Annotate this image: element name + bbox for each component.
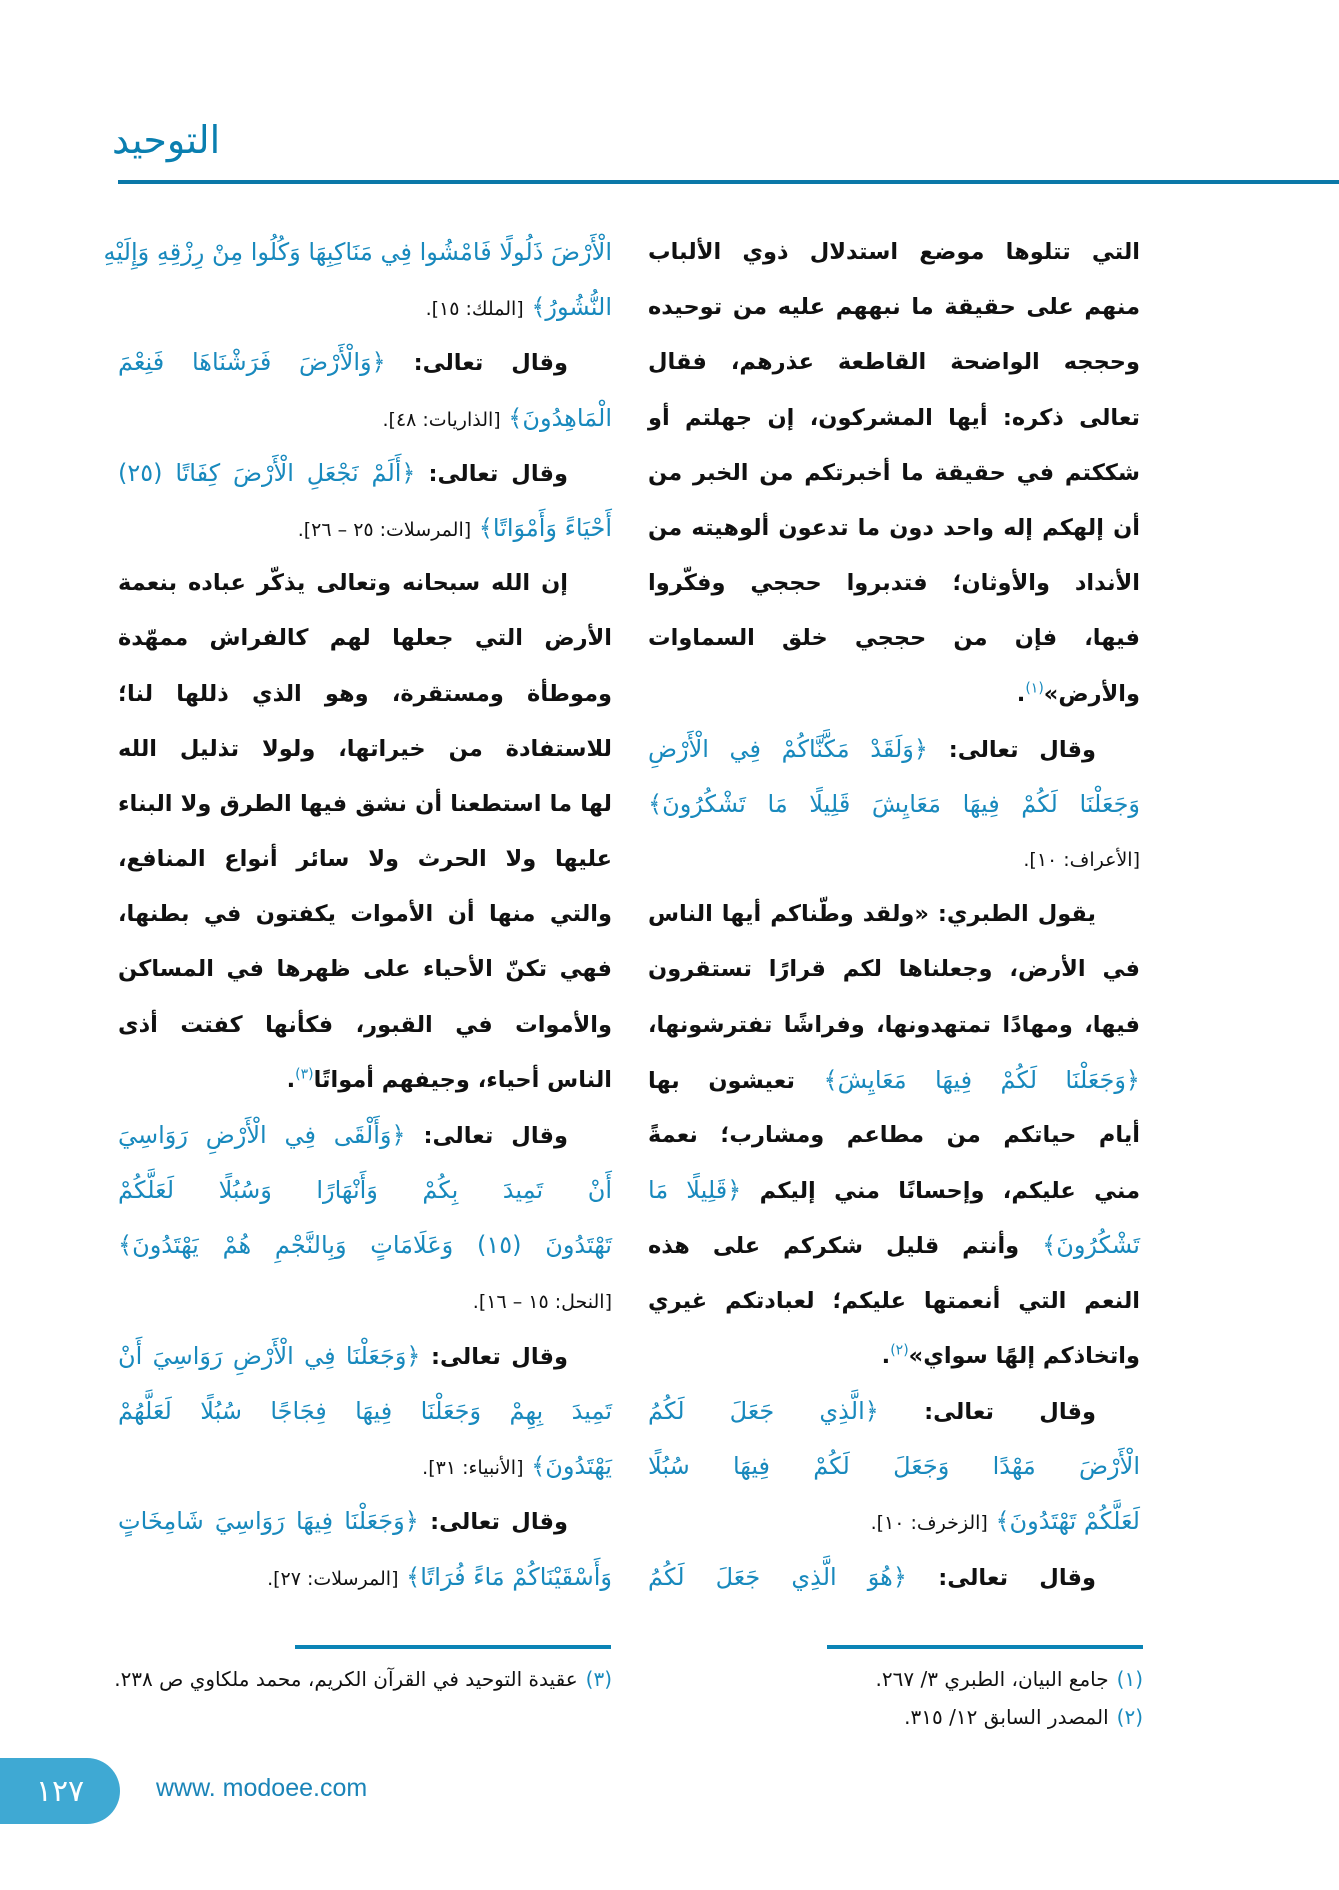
- text-line: [648, 1439, 1140, 1494]
- footnote-rule-left: [295, 1645, 611, 1649]
- footnote-1: [760, 1660, 1143, 1698]
- quran-verse: ﴿وَجَعَلْنَا فِيهَا رَوَاسِيَ شَامِخَاتٍ: [118, 1507, 419, 1536]
- body-text: .: [286, 1066, 296, 1093]
- footnote-text: المصدر السابق ١٢/ ٣١٥.: [904, 1705, 1109, 1729]
- body-text: لها ما استطعنا أن نشق فيها الطرق ولا البناء: [118, 790, 612, 817]
- quran-verse: الْأَرْضَ مَهْدًا وَجَعَلَ لَكُمْ فِيهَا سُبُلًا: [648, 1452, 1140, 1481]
- text-line: [103, 225, 612, 280]
- page-number-badge: [0, 1758, 120, 1824]
- body-text: تعالى ذكره: أيها المشركون، إن جهلتم أو: [648, 404, 1140, 431]
- text-line: [648, 611, 1140, 666]
- body-text: والأموات في القبور، فكأنها كفتت أذى: [118, 1011, 612, 1038]
- text-line: [648, 1108, 1140, 1163]
- quran-verse: تَشْكُرُونَ﴾: [1042, 1231, 1140, 1260]
- quran-verse: الْأَرْضَ ذَلُولًا فَامْشُوا فِي مَنَاكِبِهَا وَكُلُوا مِنْ رِزْقِهِ وَإِلَيْهِ: [103, 238, 612, 266]
- footnote-3: [112, 1660, 612, 1698]
- text-line: [118, 1274, 612, 1329]
- body-text: والتي منها أن الأموات يكفتون في بطنها،: [118, 901, 612, 928]
- quran-verse: ﴿هُوَ الَّذِي جَعَلَ لَكُمُ: [648, 1562, 907, 1591]
- body-text: الناس أحياء، وجيفهم أمواتًا: [313, 1066, 612, 1093]
- body-text: فهي تكنّ الأحياء على ظهرها في المساكن: [118, 956, 612, 983]
- text-line: [118, 391, 612, 446]
- body-text: أن إلهكم إله واحد دون ما تدعون ألوهيته من: [648, 514, 1140, 541]
- body-text: وقال تعالى:: [927, 736, 1096, 763]
- body-text: النعم التي أنعمتها عليكم؛ لعبادتكم غيري: [648, 1287, 1140, 1314]
- text-line: [118, 1384, 612, 1439]
- text-line: [118, 998, 612, 1053]
- body-text: يقول الطبري: «ولقد وطّناكم أيها الناس: [648, 901, 1096, 928]
- quran-verse: ﴿قَلِيلًا مَا: [648, 1176, 742, 1205]
- text-line: [648, 280, 1140, 335]
- footnote-2: [760, 1698, 1143, 1736]
- verse-reference: [الملك: ١٥].: [425, 298, 524, 321]
- body-text: إن الله سبحانه وتعالى يذكّر عباده بنعمة: [118, 570, 568, 597]
- text-line: [118, 887, 612, 942]
- footnote-text: عقيدة التوحيد في القرآن الكريم، محمد ملكاوي ص ٢٣٨.: [114, 1667, 578, 1691]
- footnote-rule-right: [827, 1645, 1143, 1649]
- text-line: [118, 777, 612, 832]
- verse-reference: [الذاريات: ٤٨].: [382, 408, 501, 431]
- text-line: [118, 832, 612, 887]
- body-text: وقال تعالى:: [878, 1398, 1096, 1425]
- text-line: [648, 1163, 1140, 1218]
- text-line: [118, 722, 612, 777]
- quran-verse: تَهْتَدُونَ (١٥) وَعَلَامَاتٍ وَبِالنَّجْمِ هُمْ يَهْتَدُونَ﴾: [118, 1231, 612, 1260]
- quran-verse: ﴿أَلَمْ نَجْعَلِ الْأَرْضَ كِفَاتًا (٢٥): [118, 458, 416, 487]
- text-line: [118, 1163, 612, 1218]
- text-line: [648, 942, 1140, 997]
- quran-verse: أَنْ تَمِيدَ بِكُمْ وَأَنْهَارًا وَسُبُلًا لَعَلَّكُمْ: [118, 1176, 612, 1205]
- text-line: [118, 611, 612, 666]
- body-text: الأرض التي جعلها لهم كالفراش ممهّدة: [118, 625, 612, 652]
- quran-verse: الْمَاهِدُونَ﴾: [500, 403, 612, 432]
- right-column: [648, 225, 1140, 1605]
- quran-verse: وَجَعَلْنَا لَكُمْ فِيهَا مَعَايِشَ قَلِيلًا مَا تَشْكُرُونَ﴾: [648, 789, 1140, 818]
- text-line: [118, 501, 612, 556]
- footnote-marker: (١): [1025, 680, 1044, 696]
- body-text: وحججه الواضحة القاطعة عذرهم، فقال: [648, 349, 1140, 376]
- text-line: [118, 667, 612, 722]
- quran-verse: ﴿وَالْأَرْضَ فَرَشْنَاهَا فَنِعْمَ: [118, 348, 386, 377]
- text-line: [118, 1329, 612, 1384]
- text-line: [118, 1439, 612, 1494]
- body-text: في الأرض، وجعلناها لكم قرارًا تستقرون: [648, 956, 1140, 983]
- quran-verse: النُّشُورُ﴾: [523, 293, 612, 322]
- text-line: [118, 556, 612, 611]
- footnote-number: (٣): [585, 1667, 612, 1691]
- body-text: واتخاذكم إلهًا سواي»: [908, 1342, 1140, 1369]
- text-line: [648, 225, 1140, 280]
- body-text: وقال تعالى:: [420, 1343, 568, 1370]
- body-text: فيها، ومهادًا تمتهدونها، وفراشًا تفترشونها،: [648, 1011, 1140, 1038]
- text-line: [118, 446, 612, 501]
- quran-verse: ﴿وَأَلْقَى فِي الْأَرْضِ رَوَاسِيَ: [118, 1121, 406, 1149]
- verse-reference: [المرسلات: ٢٧].: [267, 1567, 399, 1590]
- text-line: [648, 832, 1140, 887]
- text-line: [648, 1053, 1140, 1108]
- quran-verse: ﴿وَلَقَدْ مَكَّنَّاكُمْ فِي الْأَرْضِ: [648, 734, 928, 763]
- body-text: وقال تعالى:: [385, 350, 568, 377]
- text-line: [648, 335, 1140, 390]
- body-text: .: [1016, 680, 1026, 707]
- body-text: وقال تعالى:: [418, 1509, 568, 1536]
- text-line: [648, 1550, 1140, 1605]
- text-line: [648, 1384, 1140, 1439]
- verse-reference: [الأنبياء: ٣١].: [422, 1457, 524, 1480]
- quran-verse: تَمِيدَ بِهِمْ وَجَعَلْنَا فِيهَا فِجَاجًا سُبُلًا لَعَلَّهُمْ: [118, 1396, 612, 1425]
- body-text: وموطأة ومستقرة، وهو الذي ذللها لنا؛: [118, 680, 612, 707]
- quran-verse: يَهْتَدُونَ﴾: [523, 1452, 612, 1481]
- body-text: فيها، فإن من حججي خلق السماوات: [648, 625, 1140, 652]
- quran-verse: ﴿وَجَعَلْنَا لَكُمْ فِيهَا مَعَايِشَ﴾: [823, 1065, 1140, 1094]
- text-line: [118, 942, 612, 997]
- body-text: وقال تعالى:: [405, 1123, 569, 1149]
- body-text: والأرض»: [1043, 680, 1140, 707]
- text-line: [648, 667, 1140, 722]
- verse-reference: [الزخرف: ١٠].: [870, 1512, 988, 1535]
- body-text: التي تتلوها موضع استدلال ذوي الألباب: [648, 239, 1140, 265]
- text-line: [118, 1550, 612, 1605]
- footnote-marker: (٣): [295, 1066, 314, 1083]
- left-column: [103, 225, 612, 1605]
- quran-verse: ﴿وَجَعَلْنَا فِي الْأَرْضِ رَوَاسِيَ أَنْ: [118, 1341, 421, 1370]
- text-line: [118, 1218, 612, 1273]
- quran-verse: وَأَسْقَيْنَاكُمْ مَاءً فُرَاتًا﴾: [398, 1562, 612, 1591]
- body-text: مني عليكم، وإحسانًا مني إليكم: [741, 1178, 1140, 1205]
- footnote-number: (١): [1116, 1667, 1143, 1691]
- text-line: [648, 391, 1140, 446]
- text-line: [648, 1329, 1140, 1384]
- text-line: [648, 446, 1140, 501]
- text-line: [118, 1108, 612, 1163]
- verse-reference: [النحل: ١٥ – ١٦].: [472, 1290, 612, 1313]
- body-text: أيام حياتكم من مطاعم ومشارب؛ نعمةً: [648, 1122, 1140, 1148]
- body-text: شككتم في حقيقة ما أخبرتكم من الخبر من: [648, 459, 1140, 486]
- website-url: www. modoee.com: [156, 1774, 368, 1802]
- text-line: [648, 1274, 1140, 1329]
- header-rule: [118, 180, 1339, 184]
- text-line: [648, 722, 1140, 777]
- quran-verse: ﴿الَّذِي جَعَلَ لَكُمُ: [648, 1396, 879, 1425]
- quran-verse: لَعَلَّكُمْ تَهْتَدُونَ﴾: [987, 1507, 1140, 1536]
- running-header-title: التوحيد: [112, 118, 221, 162]
- verse-reference: [الأعراف: ١٠].: [1023, 849, 1140, 872]
- footnote-text: جامع البيان، الطبري ٣/ ٢٦٧.: [875, 1667, 1109, 1691]
- body-text: وقال تعالى:: [906, 1564, 1097, 1591]
- text-line: [648, 1494, 1140, 1549]
- text-line: [118, 335, 612, 390]
- verse-reference: [المرسلات: ٢٥ – ٢٦].: [297, 518, 472, 541]
- text-line: [118, 1053, 612, 1108]
- text-line: [648, 1218, 1140, 1273]
- body-text: الأنداد والأوثان؛ فتدبروا حججي وفكّروا: [648, 570, 1140, 597]
- body-text: عليها ولا الحرث ولا سائر أنواع المنافع،: [118, 846, 612, 873]
- text-line: [648, 556, 1140, 611]
- body-text: منهم على حقيقة ما نبههم عليه من توحيده: [648, 294, 1140, 321]
- body-text: وأنتم قليل شكركم على هذه: [648, 1233, 1043, 1260]
- body-text: للاستفادة من خيراتها، ولولا تذليل الله: [118, 735, 612, 762]
- text-line: [648, 998, 1140, 1053]
- text-line: [648, 501, 1140, 556]
- body-text: .: [881, 1342, 891, 1369]
- body-text: تعيشون بها: [648, 1067, 824, 1094]
- footnote-marker: (٢): [890, 1342, 909, 1359]
- text-line: [118, 280, 612, 335]
- text-line: [648, 887, 1140, 942]
- page-number: ١٢٧: [35, 1773, 85, 1809]
- body-text: وقال تعالى:: [415, 460, 569, 487]
- footnote-number: (٢): [1116, 1705, 1143, 1729]
- text-line: [118, 1494, 612, 1549]
- text-line: [648, 777, 1140, 832]
- quran-verse: أَحْيَاءً وَأَمْوَاتًا﴾: [471, 513, 612, 542]
